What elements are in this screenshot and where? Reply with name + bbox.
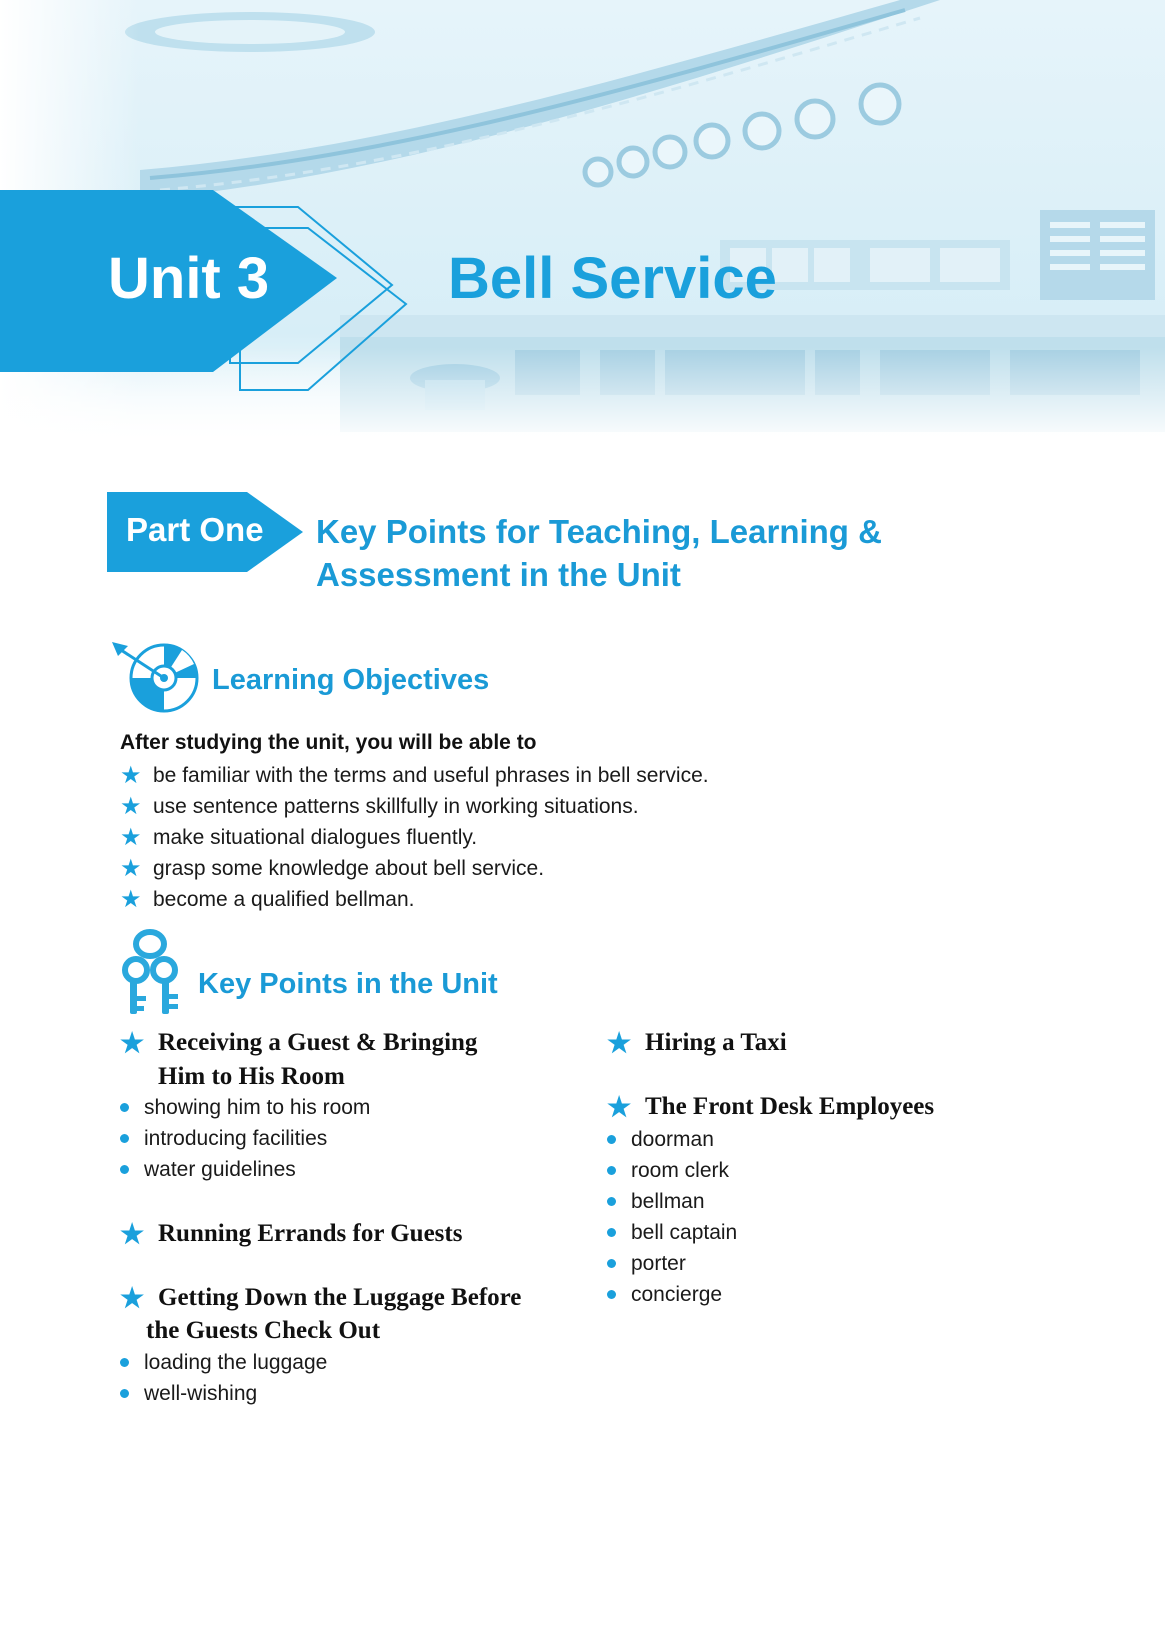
unit-banner	[0, 0, 1165, 445]
unit-title: Bell Service	[448, 246, 777, 311]
list-item	[120, 822, 709, 853]
star-icon: ★	[120, 1028, 145, 1058]
list-item	[607, 1217, 1067, 1248]
part-heading-line: Assessment in the Unit	[316, 556, 681, 593]
bullet-dot-icon	[120, 1134, 129, 1143]
bullet-dot-icon	[607, 1228, 616, 1237]
key-points-left-column	[120, 1026, 580, 1409]
section-title-key-points: Key Points in the Unit	[198, 968, 498, 1000]
list-item-text: water guidelines	[144, 1158, 296, 1181]
star-icon: ★	[607, 1028, 632, 1058]
key-point-sublist	[120, 1092, 580, 1185]
star-icon: ★	[120, 885, 142, 913]
list-item	[120, 1347, 580, 1378]
section-title-objectives: Learning Objectives	[212, 664, 490, 696]
star-icon: ★	[120, 854, 142, 882]
objective-text: use sentence patterns skillfully in working situations.	[153, 795, 639, 818]
star-icon: ★	[120, 1283, 145, 1313]
list-item-text: concierge	[631, 1283, 723, 1306]
star-icon: ★	[120, 1219, 145, 1249]
objective-text: grasp some knowledge about bell service.	[153, 857, 545, 880]
bullet-dot-icon	[120, 1389, 129, 1398]
list-item	[120, 884, 709, 915]
part-label: Part One	[126, 511, 264, 548]
list-item	[120, 1154, 580, 1185]
unit-number: Unit 3	[108, 246, 270, 311]
dartboard-icon	[110, 640, 205, 720]
key-point-heading	[120, 1281, 580, 1347]
list-item	[607, 1155, 1067, 1186]
list-item	[120, 853, 709, 884]
list-item-text: showing him to his room	[144, 1096, 371, 1119]
list-item	[120, 1123, 580, 1154]
list-item	[120, 1378, 580, 1409]
star-icon: ★	[120, 823, 142, 851]
keys-icon	[110, 928, 195, 1018]
list-item	[607, 1248, 1067, 1279]
objective-text: make situational dialogues fluently.	[153, 826, 478, 849]
star-icon: ★	[120, 792, 142, 820]
key-points-right-column	[607, 1026, 1067, 1310]
key-point-heading	[607, 1090, 1067, 1124]
key-point-heading-line: the Guests Check Out	[146, 1317, 381, 1344]
key-point-heading	[607, 1026, 1067, 1060]
list-item-text: loading the luggage	[144, 1351, 328, 1374]
bullet-dot-icon	[120, 1165, 129, 1174]
list-item	[607, 1124, 1067, 1155]
list-item	[607, 1186, 1067, 1217]
part-heading-line: Key Points for Teaching, Learning &	[316, 513, 882, 550]
list-item-text: bell captain	[631, 1221, 738, 1244]
bullet-dot-icon	[120, 1103, 129, 1112]
key-point-heading	[120, 1217, 580, 1251]
objectives-list	[120, 760, 709, 915]
bullet-dot-icon	[607, 1259, 616, 1268]
objective-text: become a qualified bellman.	[153, 888, 415, 911]
list-item	[120, 760, 709, 791]
objectives-intro: After studying the unit, you will be able to	[120, 731, 537, 754]
star-icon: ★	[120, 761, 142, 789]
key-point-heading-line: Him to His Room	[158, 1063, 345, 1090]
key-point-heading-line: Receiving a Guest & Bringing	[158, 1029, 478, 1056]
list-item-text: well-wishing	[144, 1382, 258, 1405]
key-point-heading-line: Hiring a Taxi	[645, 1029, 787, 1056]
objective-text: be familiar with the terms and useful phrases in bell service.	[153, 764, 709, 787]
list-item-text: porter	[631, 1252, 686, 1275]
key-point-heading	[120, 1026, 580, 1094]
star-icon: ★	[607, 1092, 632, 1122]
list-item	[120, 1092, 580, 1123]
list-item-text: room clerk	[631, 1159, 730, 1182]
bullet-dot-icon	[607, 1135, 616, 1144]
list-item-text: doorman	[631, 1128, 714, 1151]
key-point-heading-line: The Front Desk Employees	[645, 1093, 935, 1120]
key-point-heading-line: Getting Down the Luggage Before	[158, 1284, 522, 1311]
bullet-dot-icon	[120, 1358, 129, 1367]
key-point-sublist	[607, 1124, 1067, 1310]
list-item	[607, 1279, 1067, 1310]
key-point-heading-line: Running Errands for Guests	[158, 1220, 463, 1247]
part-heading	[316, 510, 1016, 596]
bullet-dot-icon	[607, 1197, 616, 1206]
list-item-text: introducing facilities	[144, 1127, 328, 1150]
list-item	[120, 791, 709, 822]
key-point-sublist	[120, 1347, 580, 1409]
bullet-dot-icon	[607, 1166, 616, 1175]
list-item-text: bellman	[631, 1190, 705, 1213]
bullet-dot-icon	[607, 1290, 616, 1299]
